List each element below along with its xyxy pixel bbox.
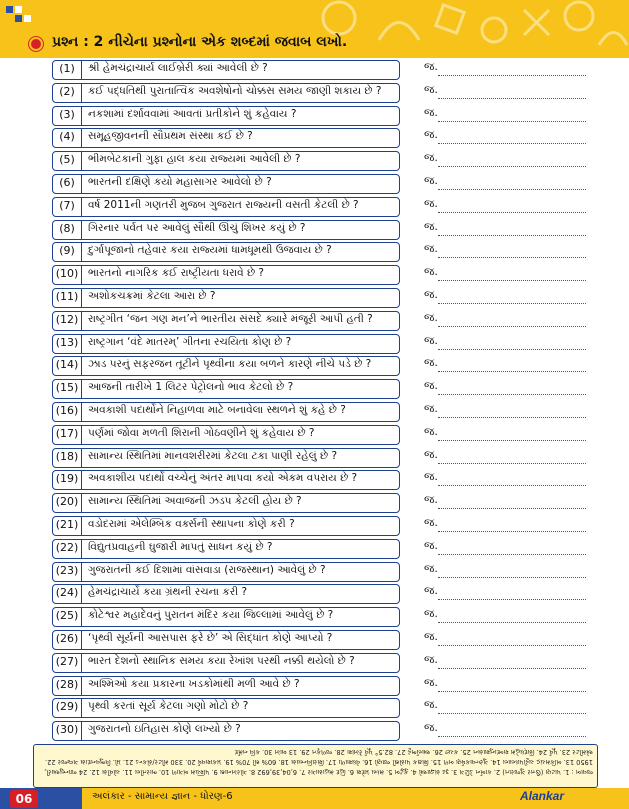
answer-line[interactable]: [438, 326, 586, 327]
question-row: [0, 446, 629, 469]
answer-marker: જ.: [424, 698, 438, 712]
question-row: [0, 514, 629, 537]
answer-marker: જ.: [424, 310, 438, 324]
answer-marker: જ.: [424, 424, 438, 438]
answer-marker: જ.: [424, 219, 438, 233]
question-row: [0, 332, 629, 355]
question-divider: [81, 198, 82, 216]
question-row: [0, 218, 629, 241]
question-row: [0, 126, 629, 149]
answer-marker: જ.: [424, 447, 438, 461]
question-divider: [81, 312, 82, 330]
answer-marker: જ.: [424, 402, 438, 415]
answer-line[interactable]: [438, 599, 586, 600]
answer-line[interactable]: [438, 577, 586, 578]
question-number: (1): [59, 62, 75, 75]
question-box: [52, 516, 400, 536]
answer-key-text: જવાબ : 1. પાટણ (ઉત્તર ગુજરાત) 2. કાર્બન ડેટિંગ 3. રૂઢ સંજ્ઞાઓ 4. કુટુંબ 5. મધ્ય પ્રદેશ 6. હિંદ મહાસાગર 7. 6,04,39,692 8. ગોરખનાથ 9. પશ્ચિમ બંગાળ 10. ભારતીય 11. ચોવીસ 12. 24 જાન્યુઆરી, 1950 13. બંકિમચંદ્ર ચટ્ટોપાધ્યાય 14. ગુરુત્વાકર્ષણ બળ 15. શિક્ષક પાસેથી જાણો 16. વેધશાળા 17. શિરાવિન્યાસ 18. 60% થી 70% 19. પ્રકાશવર્ષ 20. 330 મીટર/સેકન્ડ 21. પ્રો. ત્રિભુવનદાસ ગજ્જર 22. એમીટર 23. પૂર્વ 24. સિદ્ધહેમ શબ્દાનુશાસન 25. કચ્છ 26. આર્યભટ્ટ 27. 82.5° પૂર્વ રેખાંશ 28. જળકૃત 29. 13 લાખ 30. કવિ નર્મદ: [44, 748, 593, 776]
question-row: [0, 263, 629, 286]
question-text: સમૂહજીવનની સૌપ્રથમ સંસ્થા કઈ છે ?: [88, 130, 253, 143]
answer-line[interactable]: [438, 143, 586, 144]
answer-line[interactable]: [438, 98, 586, 99]
brand-logo: Alankar: [520, 789, 565, 803]
question-text: ભારતનો નાગરિક કઈ રાષ્ટ્રીયતા ધરાવે છે ?: [88, 267, 264, 280]
question-row: [0, 719, 629, 742]
question-divider: [81, 380, 82, 398]
question-box: [52, 220, 400, 240]
question-number: (5): [59, 153, 75, 167]
answer-line[interactable]: [438, 394, 586, 395]
question-text: કોટેશ્વર મહાદેવનું પુરાતન મંદિર કયા જિલ્લામાં આવેલું છે ?: [88, 609, 334, 622]
question-number: (15): [55, 381, 79, 395]
question-text: અશોકચક્રમાં કેટલા આરા છે ?: [88, 290, 216, 302]
answer-marker: જ.: [424, 265, 438, 279]
question-number: (16): [55, 404, 79, 417]
question-text: વિદ્યુતપ્રવાહની ઘુજારી માપતું સાધન કયું છે ?: [88, 540, 273, 553]
question-divider: [81, 654, 82, 672]
question-text: દુર્ગાપૂજાનો તહેવાર કયા રાજ્યમાં ધામધૂમથી ઉજવાય છે ?: [88, 244, 332, 257]
question-row: [0, 309, 629, 332]
question-number: (20): [55, 495, 79, 509]
answer-line[interactable]: [438, 463, 586, 464]
question-number: (8): [59, 221, 75, 235]
answer-marker: જ.: [424, 60, 438, 73]
question-row: [0, 354, 629, 377]
question-row: [0, 423, 629, 446]
answer-line[interactable]: [438, 257, 586, 258]
answer-line[interactable]: [438, 417, 586, 418]
question-divider: [81, 84, 82, 102]
question-box: [52, 379, 400, 399]
section-title: પ્રશ્ન : 2 નીચેના પ્રશ્નોના એક શબ્દમાં જવાબ લખો.: [52, 34, 348, 50]
answer-marker: જ.: [424, 607, 438, 621]
question-divider: [81, 563, 82, 581]
question-box: [52, 653, 400, 673]
question-box: [52, 607, 400, 627]
answer-line[interactable]: [438, 531, 586, 532]
answer-marker: જ.: [424, 538, 438, 552]
answer-marker: જ.: [424, 675, 438, 689]
question-text: નકશામાં દર્શાવવામાં આવતાં પ્રતીકોને શું કહેવાય ?: [88, 107, 297, 120]
question-row: [0, 582, 629, 605]
answer-line[interactable]: [438, 235, 586, 236]
answer-marker: જ.: [424, 721, 438, 735]
question-row: [0, 149, 629, 172]
page-number: 06: [10, 790, 38, 808]
question-row: [0, 195, 629, 218]
question-box: [52, 676, 400, 696]
question-divider: [81, 449, 82, 467]
question-text: સામાન્ય સ્થિતિમાં અવાજની ઝડપ કેટલી હોય છે ?: [88, 495, 302, 508]
question-row: [0, 628, 629, 651]
answer-marker: જ.: [424, 516, 438, 529]
question-box: [52, 83, 400, 103]
question-divider: [81, 357, 82, 375]
question-box: [52, 197, 400, 217]
question-divider: [81, 699, 82, 717]
question-row: [0, 468, 629, 491]
answer-line[interactable]: [438, 121, 586, 122]
question-number: (22): [55, 540, 79, 554]
question-box: [52, 584, 400, 604]
answer-marker: જ.: [424, 630, 438, 643]
question-row: [0, 491, 629, 514]
footer-book-title: અલંકાર - સામાન્ય જ્ઞાન - ધોરણ-6: [92, 791, 233, 802]
question-divider: [81, 403, 82, 421]
question-number: (2): [59, 84, 75, 98]
section-title-row: [0, 31, 629, 57]
question-number: (4): [59, 130, 75, 144]
question-box: [52, 242, 400, 262]
question-text: રાષ્ટ્રગાન ‘વંદે માતરમ્’ ગીતના રચયિતા કોણ છે ?: [88, 335, 292, 348]
answer-line[interactable]: [438, 303, 586, 304]
answer-line[interactable]: [438, 622, 586, 623]
question-box: [52, 425, 400, 445]
question-text: ભારત દેશનો સ્થાનિક સમય કયા રેખાંશ પરથી નક્કી થયેલો છે ?: [88, 654, 355, 667]
answer-marker: જ.: [424, 652, 438, 666]
question-box: [52, 265, 400, 285]
question-text: ભારતની દક્ષિણે કયો મહાસાગર આવેલો છે ?: [88, 176, 272, 188]
answer-line[interactable]: [438, 189, 586, 190]
question-divider: [81, 540, 82, 558]
answer-marker: જ.: [424, 151, 438, 165]
question-text: અશ્મિઓ કયા પ્રકારના ખડકોમાંથી મળી આવે છે ?: [88, 677, 300, 690]
question-text: વડોદરામાં એલેમ્બિક વર્ક્સની સ્થાપના કોણે કરી ?: [88, 518, 295, 530]
question-box: [52, 151, 400, 171]
answer-marker: જ.: [424, 379, 438, 393]
question-number: (26): [55, 632, 79, 645]
question-divider: [81, 289, 82, 307]
answer-line[interactable]: [438, 691, 586, 692]
question-row: [0, 81, 629, 104]
question-divider: [81, 335, 82, 353]
question-row: [0, 560, 629, 583]
question-divider: [81, 517, 82, 535]
question-row: [0, 240, 629, 263]
question-box: [52, 562, 400, 582]
question-text: ભીમબેટકાની ગુફા હાલ કયા રાજ્યમાં આવેલી છે ?: [88, 153, 301, 166]
answer-line[interactable]: [438, 166, 586, 167]
question-number: (24): [55, 586, 79, 600]
question-number: (30): [55, 723, 79, 737]
question-number: (23): [55, 563, 79, 577]
question-text: ‘પૃથ્વી સૂર્યની આસપાસ ફરે છે’ એ સિદ્ધાંત કોણે આપ્યો ?: [88, 632, 333, 644]
question-text: આજની તારીખે 1 લિટર પેટ્રોલનો ભાવ કેટલો છે ?: [88, 381, 294, 394]
question-row: [0, 674, 629, 697]
answer-line[interactable]: [438, 349, 586, 350]
question-number: (29): [55, 700, 79, 714]
question-number: (18): [55, 449, 79, 463]
question-box: [52, 311, 400, 331]
answer-marker: જ.: [424, 242, 438, 256]
question-row: [0, 286, 629, 309]
question-box: [52, 288, 400, 308]
answer-line[interactable]: [438, 508, 586, 509]
question-row: [0, 605, 629, 628]
question-box: [52, 493, 400, 513]
question-text: પૃથ્વી કરતાં સૂર્ય કેટલા ગણો મોટો છે ?: [88, 700, 249, 713]
answer-marker: જ.: [424, 128, 438, 142]
question-text: રાષ્ટ્રગીત ‘જન ગણ મન’ને ભારતીય સંસદે ક્યારે મંજૂરી આપી હતી ?: [88, 312, 373, 325]
question-number: (21): [55, 518, 79, 531]
answer-key-box: [33, 744, 598, 788]
question-box: [52, 174, 400, 194]
answer-line[interactable]: [438, 485, 586, 486]
question-number: (12): [55, 312, 79, 326]
question-number: (25): [55, 609, 79, 623]
question-box: [52, 470, 400, 490]
question-divider: [81, 221, 82, 239]
question-number: (10): [55, 267, 79, 281]
question-text: શ્રી હેમચંદ્રાચાર્ય લાઈબ્રેરી ક્યાં આવેલી છે ?: [88, 62, 268, 74]
answer-marker: જ.: [424, 174, 438, 187]
question-divider: [81, 175, 82, 193]
question-number: (17): [55, 426, 79, 440]
answer-line[interactable]: [438, 736, 586, 737]
question-box: [52, 630, 400, 650]
question-row: [0, 537, 629, 560]
question-row: [0, 696, 629, 719]
question-row: [0, 58, 629, 81]
answer-marker: જ.: [424, 288, 438, 301]
answer-line[interactable]: [438, 212, 586, 213]
question-divider: [81, 266, 82, 284]
answer-line[interactable]: [438, 371, 586, 372]
question-number: (9): [59, 244, 75, 258]
question-row: [0, 400, 629, 423]
question-text: હેમચંદ્રાચાર્યે કયા ગ્રંથની રચના કરી ?: [88, 586, 248, 599]
question-row: [0, 377, 629, 400]
answer-marker: જ.: [424, 196, 438, 210]
answer-marker: જ.: [424, 82, 438, 96]
answer-line[interactable]: [438, 280, 586, 281]
question-text: અવકાશી પદાર્થોને નિહાળવા માટે બનાવેલા સ્થળને શું કહે છે ?: [88, 404, 346, 416]
question-divider: [81, 631, 82, 649]
answer-line[interactable]: [438, 554, 586, 555]
question-divider: [81, 152, 82, 170]
question-box: [52, 128, 400, 148]
answer-marker: જ.: [424, 356, 438, 370]
question-number: (13): [55, 335, 79, 349]
question-divider: [81, 585, 82, 603]
question-number: (11): [55, 290, 79, 303]
answer-line[interactable]: [438, 713, 586, 714]
answer-line[interactable]: [438, 668, 586, 669]
answer-marker: જ.: [424, 333, 438, 347]
question-number: (14): [55, 358, 79, 372]
question-number: (6): [59, 176, 75, 189]
question-divider: [81, 243, 82, 261]
question-box: [52, 402, 400, 422]
question-divider: [81, 722, 82, 740]
question-number: (28): [55, 677, 79, 691]
question-divider: [81, 107, 82, 125]
question-text: કઈ પદ્ધતિથી પુરાતાત્વિક અવશેષોનો ચોક્કસ સમય જાણી શકાય છે ?: [88, 84, 382, 97]
question-box: [52, 356, 400, 376]
question-row: [0, 104, 629, 127]
question-box: [52, 721, 400, 741]
question-divider: [81, 608, 82, 626]
answer-line[interactable]: [438, 440, 586, 441]
answer-marker: જ.: [424, 470, 438, 484]
question-divider: [81, 129, 82, 147]
question-number: (7): [59, 198, 75, 212]
question-box: [52, 60, 400, 80]
question-box: [52, 106, 400, 126]
question-text: ગિરનાર પર્વત પર આવેલું સૌથી ઊંચું શિખર કયું છે ?: [88, 221, 306, 234]
answer-marker: જ.: [424, 561, 438, 575]
answer-marker: જ.: [424, 493, 438, 507]
question-divider: [81, 426, 82, 444]
answer-line[interactable]: [438, 645, 586, 646]
question-divider: [81, 61, 82, 79]
question-text: વર્ષ 2011ની ગણતરી મુજબ ગુજરાત રાજ્યની વસતી કેટલી છે ?: [88, 198, 359, 211]
question-number: (19): [55, 472, 79, 486]
question-divider: [81, 677, 82, 695]
question-box: [52, 539, 400, 559]
question-box: [52, 448, 400, 468]
question-divider: [81, 471, 82, 489]
question-text: પર્ણમાં જોવા મળતી શિરાની ગોઠવણીને શું કહેવાય છે ?: [88, 426, 315, 439]
question-number: (27): [55, 654, 79, 668]
question-text: ઝાડ પરનું સફરજન તૂટીને પૃથ્વીના કયા બળને કારણે નીચે પડે છે ?: [88, 358, 372, 371]
bullet-icon: [31, 39, 41, 49]
question-row: [0, 651, 629, 674]
answer-marker: જ.: [424, 584, 438, 598]
question-divider: [81, 494, 82, 512]
answer-line[interactable]: [438, 75, 586, 76]
question-number: (3): [59, 107, 75, 121]
question-text: સામાન્ય સ્થિતિમાં માનવશરીરમાં કેટલા ટકા પાણી રહેલું છે ?: [88, 449, 338, 462]
question-row: [0, 172, 629, 195]
color-blocks-icon: [4, 4, 38, 26]
question-text: અવકાશીય પદાર્થો વચ્ચેનું અંતર માપવા કયો એકમ વપરાય છે ?: [88, 472, 358, 485]
question-text: ગુજરાતનો ઇતિહાસ કોણે લખ્યો છે ?: [88, 723, 241, 736]
question-box: [52, 698, 400, 718]
question-box: [52, 334, 400, 354]
question-text: ગુજરાતની કઈ દિશામાં વાંસવાડા (રાજસ્થાન) આવેલું છે ?: [88, 563, 326, 576]
answer-marker: જ.: [424, 105, 438, 119]
